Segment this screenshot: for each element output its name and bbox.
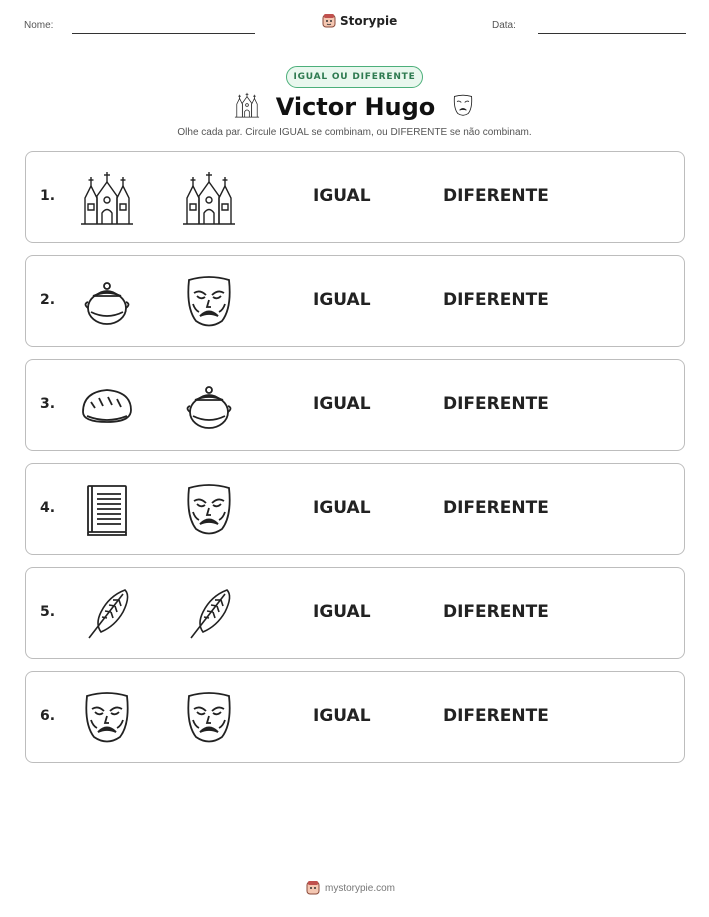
date-label: Data: xyxy=(492,20,516,31)
option-diferente[interactable]: DIFERENTE xyxy=(443,498,549,518)
pair-number: 4. xyxy=(40,500,56,516)
cathedral-icon xyxy=(234,90,260,124)
option-igual[interactable]: IGUAL xyxy=(313,498,371,518)
storypie-mascot-icon xyxy=(322,13,336,29)
option-diferente[interactable]: DIFERENTE xyxy=(443,706,549,726)
pair-card xyxy=(25,151,685,243)
storypie-mascot-icon xyxy=(306,880,320,896)
pot-icon xyxy=(79,274,135,330)
worksheet-type-badge: IGUAL OU DIFERENTE xyxy=(286,66,423,88)
pair-card xyxy=(25,671,685,763)
cathedral-icon xyxy=(79,170,135,226)
option-igual[interactable]: IGUAL xyxy=(313,602,371,622)
tragedy-mask-icon xyxy=(451,91,475,123)
pair-number: 3. xyxy=(40,396,56,412)
date-line[interactable] xyxy=(538,33,686,34)
pair-number: 1. xyxy=(40,188,56,204)
quill-icon xyxy=(181,586,237,642)
option-diferente[interactable]: DIFERENTE xyxy=(443,290,549,310)
pot-icon xyxy=(181,378,237,434)
option-igual[interactable]: IGUAL xyxy=(313,290,371,310)
pair-card xyxy=(25,463,685,555)
pair-number: 2. xyxy=(40,292,56,308)
tragedy-mask-icon xyxy=(181,482,237,538)
pair-number: 5. xyxy=(40,604,56,620)
pair-card xyxy=(25,359,685,451)
cathedral-icon xyxy=(181,170,237,226)
pair-number: 6. xyxy=(40,708,56,724)
option-diferente[interactable]: DIFERENTE xyxy=(443,186,549,206)
brand-name: Storypie xyxy=(340,14,398,28)
pair-card xyxy=(25,255,685,347)
tragedy-mask-icon xyxy=(79,690,135,746)
instructions: Olhe cada par. Circule IGUAL se combinam, ou DIFERENTE se não combinam. xyxy=(177,127,532,138)
option-igual[interactable]: IGUAL xyxy=(313,394,371,414)
option-diferente[interactable]: DIFERENTE xyxy=(443,394,549,414)
footer xyxy=(306,880,395,896)
book-icon xyxy=(79,482,135,538)
title-row xyxy=(0,90,709,124)
option-igual[interactable]: IGUAL xyxy=(313,186,371,206)
bread-icon xyxy=(79,378,135,434)
pair-card xyxy=(25,567,685,659)
name-line[interactable] xyxy=(72,33,255,34)
option-igual[interactable]: IGUAL xyxy=(313,706,371,726)
quill-icon xyxy=(79,586,135,642)
tragedy-mask-icon xyxy=(181,274,237,330)
option-diferente[interactable]: DIFERENTE xyxy=(443,602,549,622)
page-title: Victor Hugo xyxy=(275,93,436,121)
name-label: Nome: xyxy=(24,20,54,31)
footer-url[interactable]: mystorypie.com xyxy=(325,882,396,894)
tragedy-mask-icon xyxy=(181,690,237,746)
brand-logo xyxy=(322,13,397,29)
